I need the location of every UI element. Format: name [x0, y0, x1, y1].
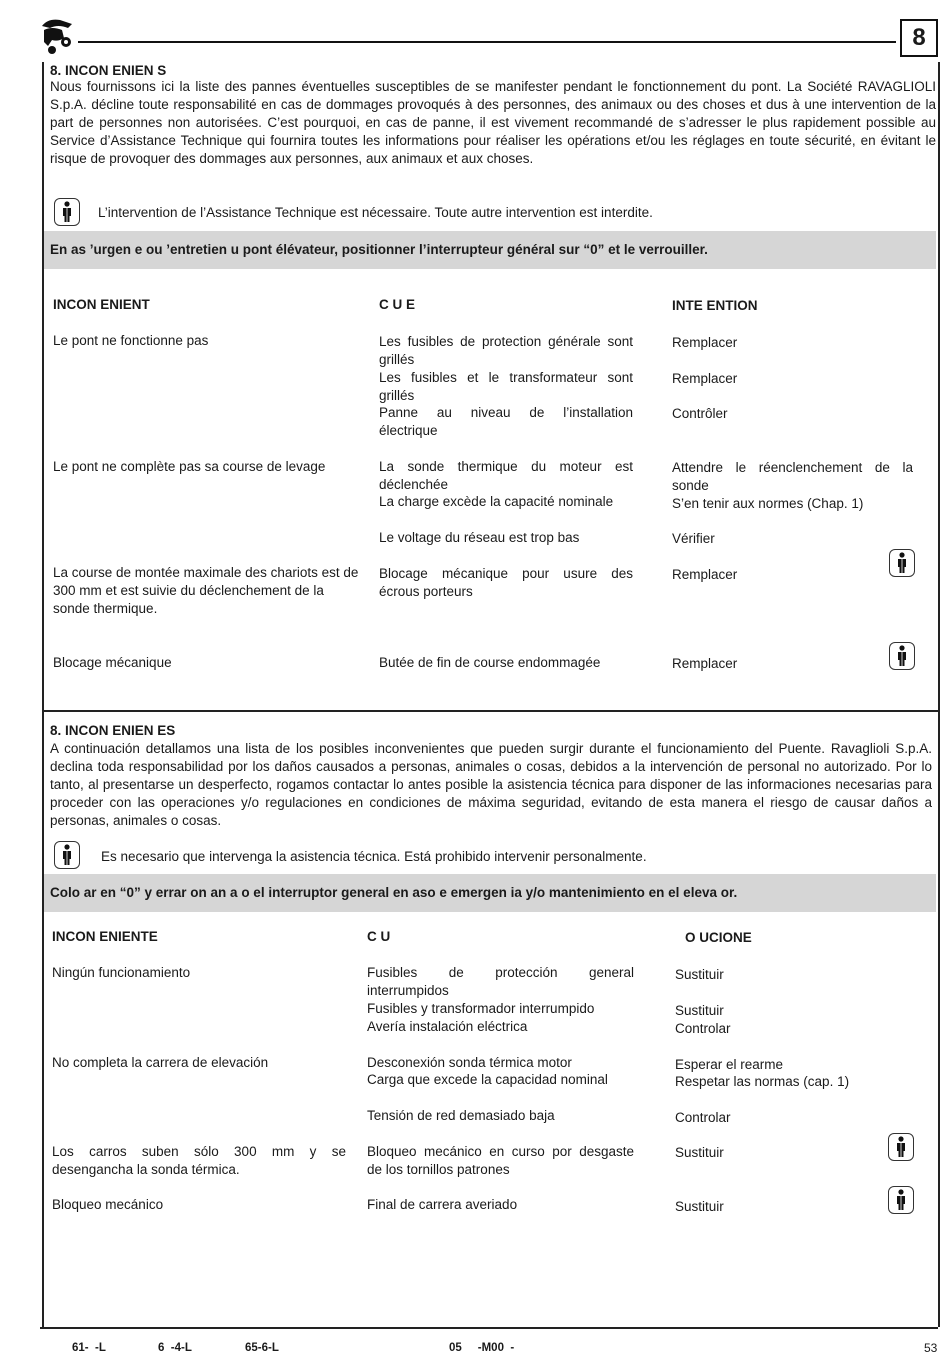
es-row-4-problem: Bloqueo mecánico	[52, 1197, 164, 1212]
es-row-2-action-2: Respetar las normas (cap. 1)	[675, 1074, 850, 1089]
fr-row-2-cause-3: Le voltage du réseau est trop bas	[379, 530, 580, 545]
fr-header-problem: INCON ENIENT	[53, 297, 150, 312]
fr-row-3-problem: La course de montée maximale des chariots est de 300 mm et est suivie du déclenchement de la sonde thermique.	[53, 565, 359, 616]
es-row-2-cause-3: Tensión de red demasiado baja	[367, 1108, 555, 1123]
es-row-2-action-3: Controlar	[675, 1110, 731, 1125]
fr-row-2-cause-1: La sonde thermique du moteur est déclenchée	[379, 459, 633, 492]
fr-row-1-action-2: Remplacer	[672, 371, 738, 386]
fr-header-action: INTE ENTION	[672, 298, 758, 313]
es-row-1-cause-1: Fusibles de protección general interrumpidos	[367, 965, 634, 998]
fr-row-2-action-1: Attendre le réenclenchement de la sonde	[672, 460, 913, 493]
es-assistance-note: Es necesario que intervenga la asistencia técnica. Está prohibido intervenir personalmente.	[101, 849, 647, 864]
es-row-1-action-3: Controlar	[675, 1021, 731, 1036]
footer-model-b: 6 -4-L	[158, 1342, 192, 1354]
fr-row-3-cause-1: Blocage mécanique pour usure des écrous porteurs	[379, 566, 633, 599]
fr-row-4-action-1: Remplacer	[672, 656, 738, 671]
es-row-4-cause-1: Final de carrera averiado	[367, 1197, 518, 1212]
fr-warning-banner: En as ’urgen e ou ’entretien u pont élévateur, positionner l’interrupteur général sur “0” et le verrouiller.	[44, 231, 936, 269]
technician-icon	[889, 549, 915, 577]
fr-row-2-cause-2: La charge excède la capacité nominale	[379, 494, 614, 509]
technician-icon	[54, 198, 80, 226]
es-row-3-problem: Los carros suben sólo 300 mm y se desengancha la sonda térmica.	[52, 1144, 346, 1177]
chapter-number: 8	[900, 19, 938, 57]
fr-row-1-cause-1: Les fusibles de protection générale sont grillés	[379, 334, 633, 367]
es-header-solution: O UCIONE	[685, 930, 752, 945]
fr-row-3-action-1: Remplacer	[672, 567, 738, 582]
es-row-3-action-1: Sustituir	[675, 1145, 724, 1160]
fr-intro-paragraph: Nous fournissons ici la liste des pannes éventuelles susceptibles de se manifester pendant le fonctionnement du pont. La Société RAVAGLIOLI S.p.A. décline toute responsabilité en cas de dommages provoqués à des personnes, des animaux ou des choses et dus à une intervention de la part de personnes non autorisées. C’est pourquoi, en cas de panne, il est vivement recommandé de s’adresser le plus rapidement possible au Service d’Assistance Technique qui fournira toutes les informations pour réaliser les opérations et/ou les réglages en toute sécurité, en évitant le risque de provoquer des dommages aux personnes, aux animaux et aux choses.	[50, 79, 936, 166]
es-row-1-problem: Ningún funcionamiento	[52, 965, 191, 980]
footer-model-c: 65-6-L	[245, 1342, 279, 1354]
es-row-1-cause-3: Avería instalación eléctrica	[367, 1019, 528, 1034]
es-intro-paragraph: A continuación detallamos una lista de los posibles inconvenientes que pueden surgir durante el funcionamiento del Puente. Ravaglioli S.p.A. declina toda responsabilidad por los daños causados a personas, animales o cosas, debidos a la intervención de personal no autorizado. Por lo tanto, al presentarse un desperfecto, rogamos contactar lo antes posible la asistencia técnica para disponer de las informaciones necesarias para proceder con las operaciones y/o regulaciones en condiciones de máxima seguridad, evitando de esta manera el riesgo de causar daños a personas, animales o cosas.	[50, 741, 932, 828]
fr-row-4-problem: Blocage mécanique	[53, 655, 172, 670]
fr-header-cause: C U E	[379, 297, 416, 312]
section-divider	[42, 710, 938, 712]
footer-model-a: 61- -L	[72, 1342, 106, 1354]
es-warning-banner: Colo ar en “0” y errar on an a o el interruptor general en aso e emergen ia y/o mantenimiento en el eleva or.	[44, 874, 936, 912]
es-row-1-cause-2: Fusibles y transformador interrumpido	[367, 1001, 595, 1016]
brand-logo	[38, 16, 78, 56]
es-section-title: 8. INCON ENIEN ES	[50, 723, 176, 738]
technician-icon	[889, 642, 915, 670]
fr-row-1-action-1: Remplacer	[672, 335, 738, 350]
es-row-2-problem: No completa la carrera de elevación	[52, 1055, 269, 1070]
es-row-2-action-1: Esperar el rearme	[675, 1057, 784, 1072]
technician-icon	[888, 1133, 914, 1161]
fr-section-title: 8. INCON ENIEN S	[50, 63, 167, 78]
es-row-2-cause-2: Carga que excede la capacidad nominal	[367, 1072, 608, 1087]
es-row-3-cause-1: Bloqueo mecánico en curso por desgaste de los tornillos patrones	[367, 1144, 634, 1177]
fr-row-4-cause-1: Butée de fin de course endommagée	[379, 655, 601, 670]
footer-doc-code: 05 -M00 -	[449, 1342, 515, 1354]
technician-icon	[888, 1186, 914, 1214]
fr-assistance-note: L’intervention de l’Assistance Technique est nécessaire. Toute autre intervention est interdite.	[98, 205, 653, 220]
fr-row-1-problem: Le pont ne fonctionne pas	[53, 333, 209, 348]
technician-icon	[54, 841, 80, 869]
es-row-1-action-1: Sustituir	[675, 967, 724, 982]
fr-row-1-cause-2: Les fusibles et le transformateur sont grillés	[379, 370, 633, 403]
fr-row-2-action-3: Vérifier	[672, 531, 715, 546]
header-rule	[78, 41, 896, 43]
es-row-1-action-2: Sustituir	[675, 1003, 724, 1018]
es-header-cause: C U	[367, 929, 391, 944]
es-row-4-action-1: Sustituir	[675, 1199, 724, 1214]
fr-row-1-action-3: Contrôler	[672, 406, 728, 421]
es-header-problem: INCON ENIENTE	[52, 929, 158, 944]
es-row-2-cause-1: Desconexión sonda térmica motor	[367, 1055, 572, 1070]
footer-rule	[40, 1327, 938, 1329]
fr-row-2-action-2: S’en tenir aux normes (Chap. 1)	[672, 496, 864, 511]
fr-row-2-problem: Le pont ne complète pas sa course de levage	[53, 459, 326, 474]
page-number: 53	[924, 1341, 938, 1355]
fr-row-1-cause-3: Panne au niveau de l’installation électrique	[379, 405, 633, 438]
